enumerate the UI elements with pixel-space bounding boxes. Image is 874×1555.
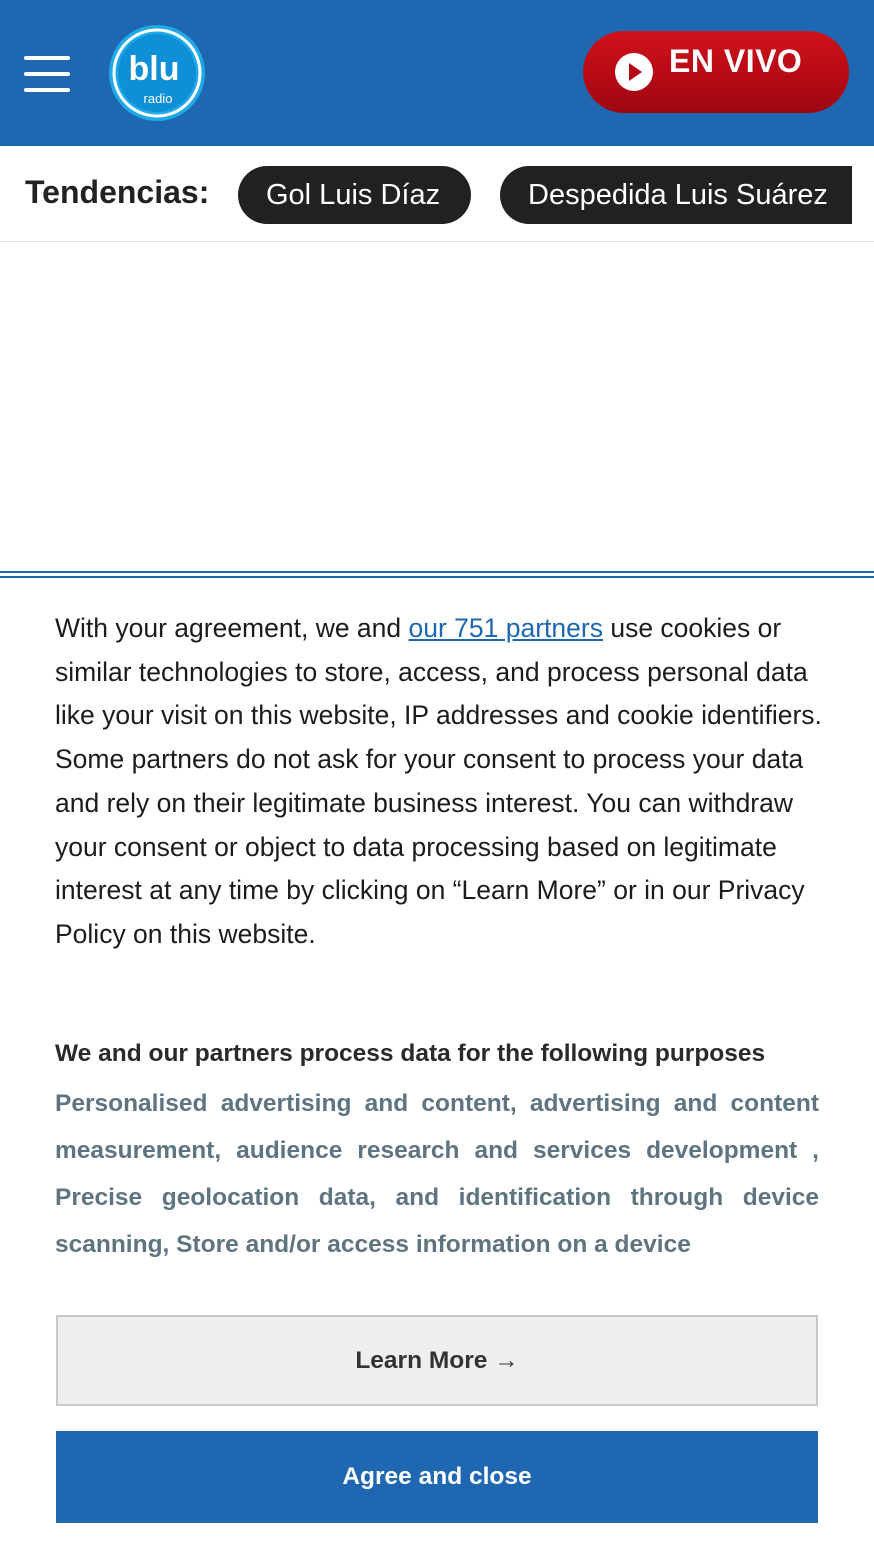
live-label: EN VIVO	[669, 43, 803, 79]
consent-divider	[0, 571, 874, 578]
learn-more-button[interactable]: Learn More →	[56, 1315, 818, 1406]
play-icon	[615, 53, 653, 91]
consent-text-part: With your agreement, we and	[55, 613, 409, 643]
purposes-list: Personalised advertising and content, advertising and content measurement, audience research and services development , Precise geolocation data, and identification through device scanning, Store and/or access information on a device	[55, 1090, 819, 1258]
menu-bar	[24, 72, 70, 76]
menu-bar	[24, 88, 70, 92]
blu-radio-logo[interactable]	[108, 24, 206, 122]
live-button[interactable]	[583, 31, 849, 113]
purposes-heading: We and our partners process data for the following purposes	[55, 1040, 766, 1067]
agree-and-close-button[interactable]: Agree and close	[56, 1431, 818, 1523]
logo-text: blu	[128, 50, 180, 88]
partners-link[interactable]: our 751 partners	[408, 613, 603, 643]
trend-pill-despedida-luis-suarez[interactable]: Despedida Luis Suárez	[500, 166, 852, 224]
menu-bar	[24, 56, 70, 60]
trends-title: Tendencias:	[25, 174, 210, 210]
trend-pill-gol-luis-diaz[interactable]: Gol Luis Díaz	[238, 166, 471, 224]
logo-subtext: radio	[143, 91, 173, 106]
site-header	[0, 0, 874, 146]
consent-text-part: use cookies or similar technologies to store, access, and process personal data like your visit on this website, IP addresses and cookie identifiers. Some partners do not ask for your consent to process your data and rely on their legitimate business interest. You can withdraw your consent or object to data processing based on legitimate interest at any time by clicking on “Learn More” or in our Privacy Policy on this website.	[55, 613, 822, 949]
consent-text	[55, 607, 829, 957]
hamburger-menu-icon[interactable]	[24, 54, 70, 94]
trends-bar	[0, 146, 874, 242]
